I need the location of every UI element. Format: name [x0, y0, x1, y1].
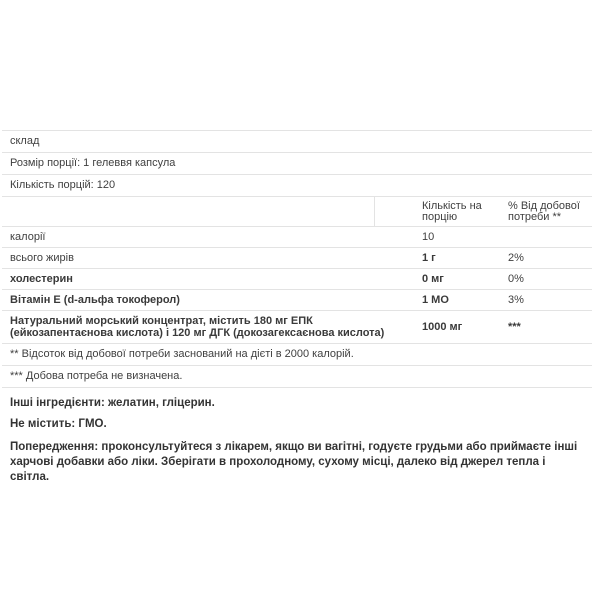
table-row-calories [2, 227, 592, 248]
servings-count-row [2, 175, 592, 197]
nutrient-amount: 1 МО [422, 294, 449, 306]
warning-text: Попередження: проконсультуйтеся з лікарем, якщо ви вагітні, годуєте грудьми або приймаєте інші харчові добавки або ліки. Зберігати в прохолодному, сухому місці, далеко від джерел тепла і світла. [10, 441, 578, 483]
table-header-row [2, 197, 592, 227]
nutrient-name: калорії [10, 231, 46, 243]
nutrient-name: всього жирів [10, 252, 74, 264]
header-daily-value: % Від добової потреби ** [508, 200, 580, 223]
other-ingredients-text: Інші інгредієнти: желатин, гліцерин. [10, 397, 215, 409]
nutrient-name: Вітамін Е (d-альфа токоферол) [10, 294, 180, 306]
nutrient-amount: 1000 мг [422, 321, 463, 333]
table-row-total-fat [2, 248, 592, 269]
composition-label: склад [10, 135, 40, 147]
header-column-divider [374, 197, 375, 226]
nutrient-amount: 0 мг [422, 273, 444, 285]
nutrient-amount: 10 [422, 231, 435, 243]
footnote-text: ** Відсоток від добової потреби заснований на дієті в 2000 калорій. [10, 348, 354, 360]
footnote-daily-value [2, 344, 592, 366]
serving-size-label: Розмір порції: 1 гелеввя капсула [10, 157, 176, 169]
nutrient-amount: 1 г [422, 252, 436, 264]
header-amount-per-serving: Кількість на порцію [422, 200, 482, 223]
table-row-vitamin-e [2, 290, 592, 311]
table-row-marine-concentrate [2, 311, 592, 344]
supplement-facts-content [2, 130, 592, 492]
nutrient-name: холестерин [10, 273, 73, 285]
servings-count-label: Кількість порцій: 120 [10, 179, 116, 191]
footnote-text: *** Добова потреба не визначена. [10, 370, 183, 382]
nutrient-daily-value: 2% [508, 252, 524, 264]
nutrient-daily-value: *** [508, 321, 521, 333]
composition-row [2, 131, 592, 153]
nutrient-daily-value: 0% [508, 273, 524, 285]
table-row-cholesterol [2, 269, 592, 290]
footnote-not-established [2, 366, 592, 388]
nutrient-name: Натуральний морський концентрат, містить 180 мг ЕПК (ейкозапентаєнова кислота) і 120 мг ДГК (докозагексаєнова кислота) [10, 315, 385, 339]
does-not-contain-text: Не містить: ГМО. [10, 418, 107, 430]
serving-size-row [2, 153, 592, 175]
product-details [2, 396, 592, 485]
nutrient-daily-value: 3% [508, 294, 524, 306]
supplement-facts-table [2, 130, 592, 388]
